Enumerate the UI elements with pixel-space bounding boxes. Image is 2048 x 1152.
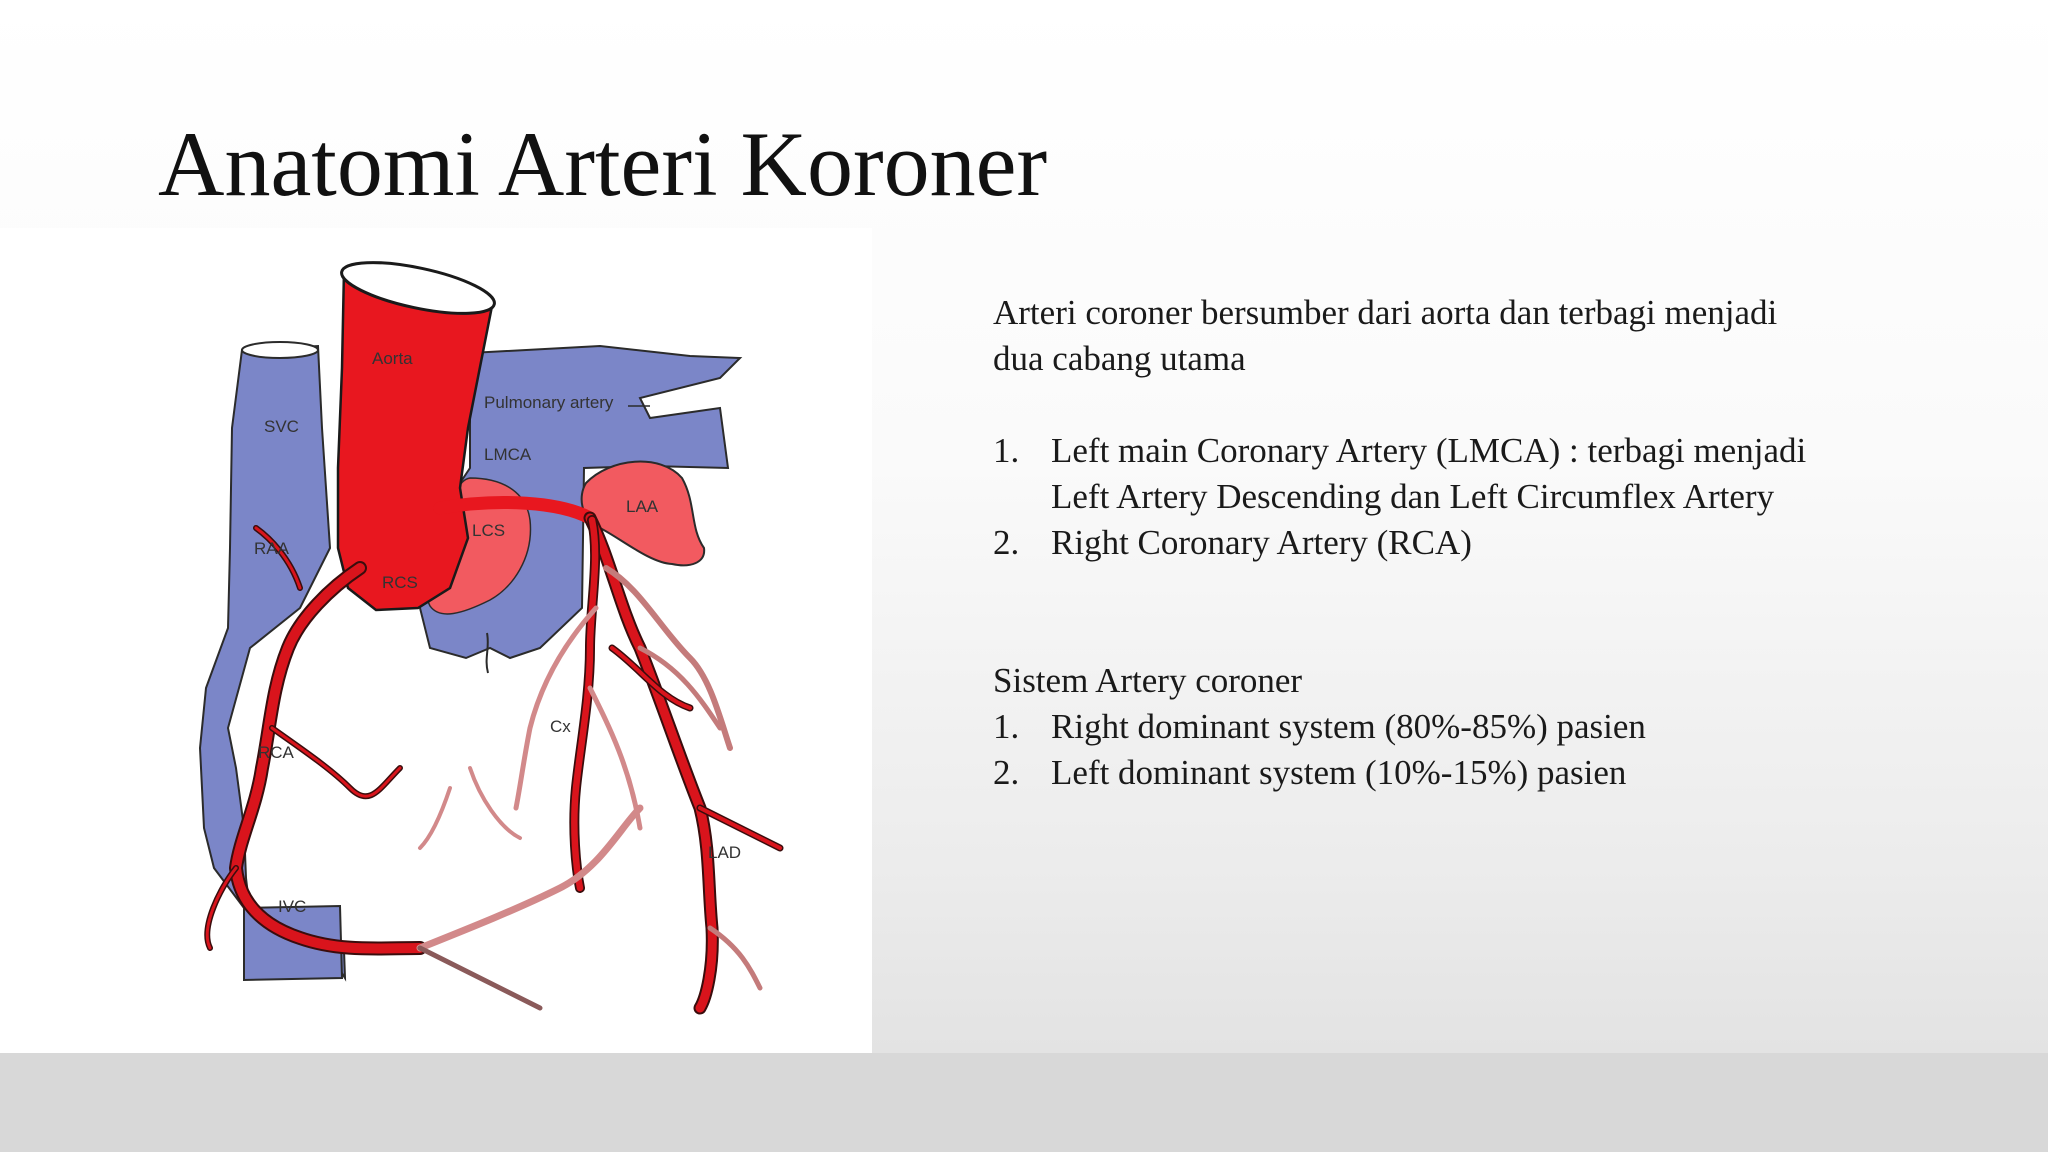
lad-vessel [590, 518, 712, 1008]
label-cx: Cx [550, 717, 571, 736]
label-svc: SVC [264, 417, 299, 436]
label-rca: RCA [258, 743, 294, 762]
system-heading: Sistem Artery coroner [993, 661, 1303, 700]
spacer [993, 566, 1813, 658]
list-text: Left dominant system (10%-15%) pasien [1051, 753, 1627, 792]
slide-body [993, 290, 1813, 796]
slide-bottom-band [0, 1053, 2048, 1152]
list-number: 1. [993, 431, 1020, 470]
intro-paragraph: Arteri coroner bersumber dari aorta dan terbagi menjadi dua cabang utama [993, 293, 1778, 378]
list-text: Left main Coronary Artery (LMCA) : terbagi menjadi Left Artery Descending dan Left Circumflex Artery [1051, 431, 1807, 516]
marginal-branch-2 [590, 688, 640, 828]
list-text: Right Coronary Artery (RCA) [1051, 523, 1472, 562]
list-number: 1. [993, 707, 1020, 746]
list-item [993, 750, 1813, 796]
label-laa: LAA [626, 497, 659, 516]
pda-branch [420, 808, 640, 948]
branch-list [993, 428, 1813, 566]
slide-title: Anatomi Arteri Koroner [158, 113, 1048, 215]
label-ivc: IVC [278, 897, 307, 916]
label-lcs: LCS [472, 521, 506, 540]
label-rcs: RCS [382, 573, 418, 592]
spacer [993, 382, 1813, 428]
list-item [993, 428, 1813, 520]
faint-branch-1 [420, 788, 450, 848]
list-number: 2. [993, 753, 1020, 792]
posterior-lv-branch [420, 948, 540, 1008]
list-item [993, 520, 1813, 566]
list-number: 2. [993, 523, 1020, 562]
sinus-fold-line [487, 633, 488, 673]
list-item [993, 704, 1813, 750]
list-text: Right dominant system (80%-85%) pasien [1051, 707, 1646, 746]
label-lmca: LMCA [484, 445, 532, 464]
label-aorta: Aorta [372, 349, 413, 368]
label-pulmonary-artery: Pulmonary artery [484, 393, 614, 412]
svc-opening [242, 342, 318, 358]
system-list [993, 704, 1813, 796]
lad-vessel-outline [590, 518, 712, 1008]
label-raa: RAA [254, 539, 289, 558]
svc-raa-body [200, 346, 345, 978]
faint-branch-2 [470, 768, 520, 838]
coronary-anatomy-figure [0, 228, 872, 1053]
label-lad: LAD [708, 843, 742, 862]
